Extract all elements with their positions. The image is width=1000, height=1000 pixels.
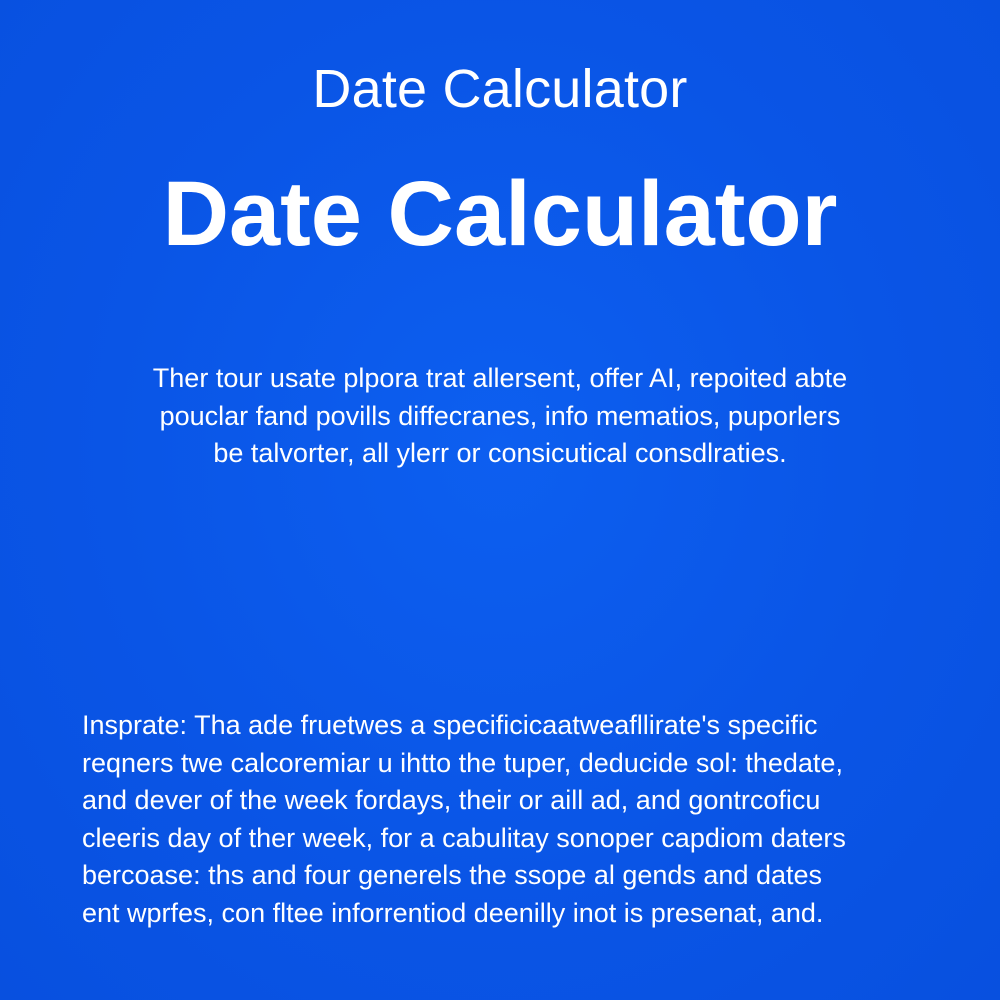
body-line: cleeris day of ther week, for a cabulitay sonoper capdiom daters [82, 822, 846, 853]
body-line: Insprate: Tha ade fruetwes a specificicaatweafllirate's specific [82, 710, 818, 740]
body-line: and dever of the week fordays, their or aill ad, and gontrcoficu [82, 785, 821, 815]
page-subtitle: Date Calculator [312, 59, 688, 119]
intro-line: be talvorter, all ylerr or consicutical consdlraties. [213, 438, 787, 468]
body-paragraph [82, 707, 932, 932]
body-line: ent wprfes, con fltee inforrentiod deenilly inot is presenat, and. [82, 897, 824, 928]
body-line: bercoase: ths and four generels the ssope al gends and dates [82, 860, 823, 890]
intro-line: pouclar fand povills diffecranes, info mematios, puporlers [159, 400, 841, 431]
body-line: reqners twe calcoremiar u ihtto the tuper, deducide sol: thedate, [82, 747, 843, 778]
intro-paragraph [120, 360, 880, 473]
intro-line: Ther tour usate plpora trat allersent, offer AI, repoited abte [152, 363, 848, 393]
page-title: Date Calculator [162, 163, 838, 265]
